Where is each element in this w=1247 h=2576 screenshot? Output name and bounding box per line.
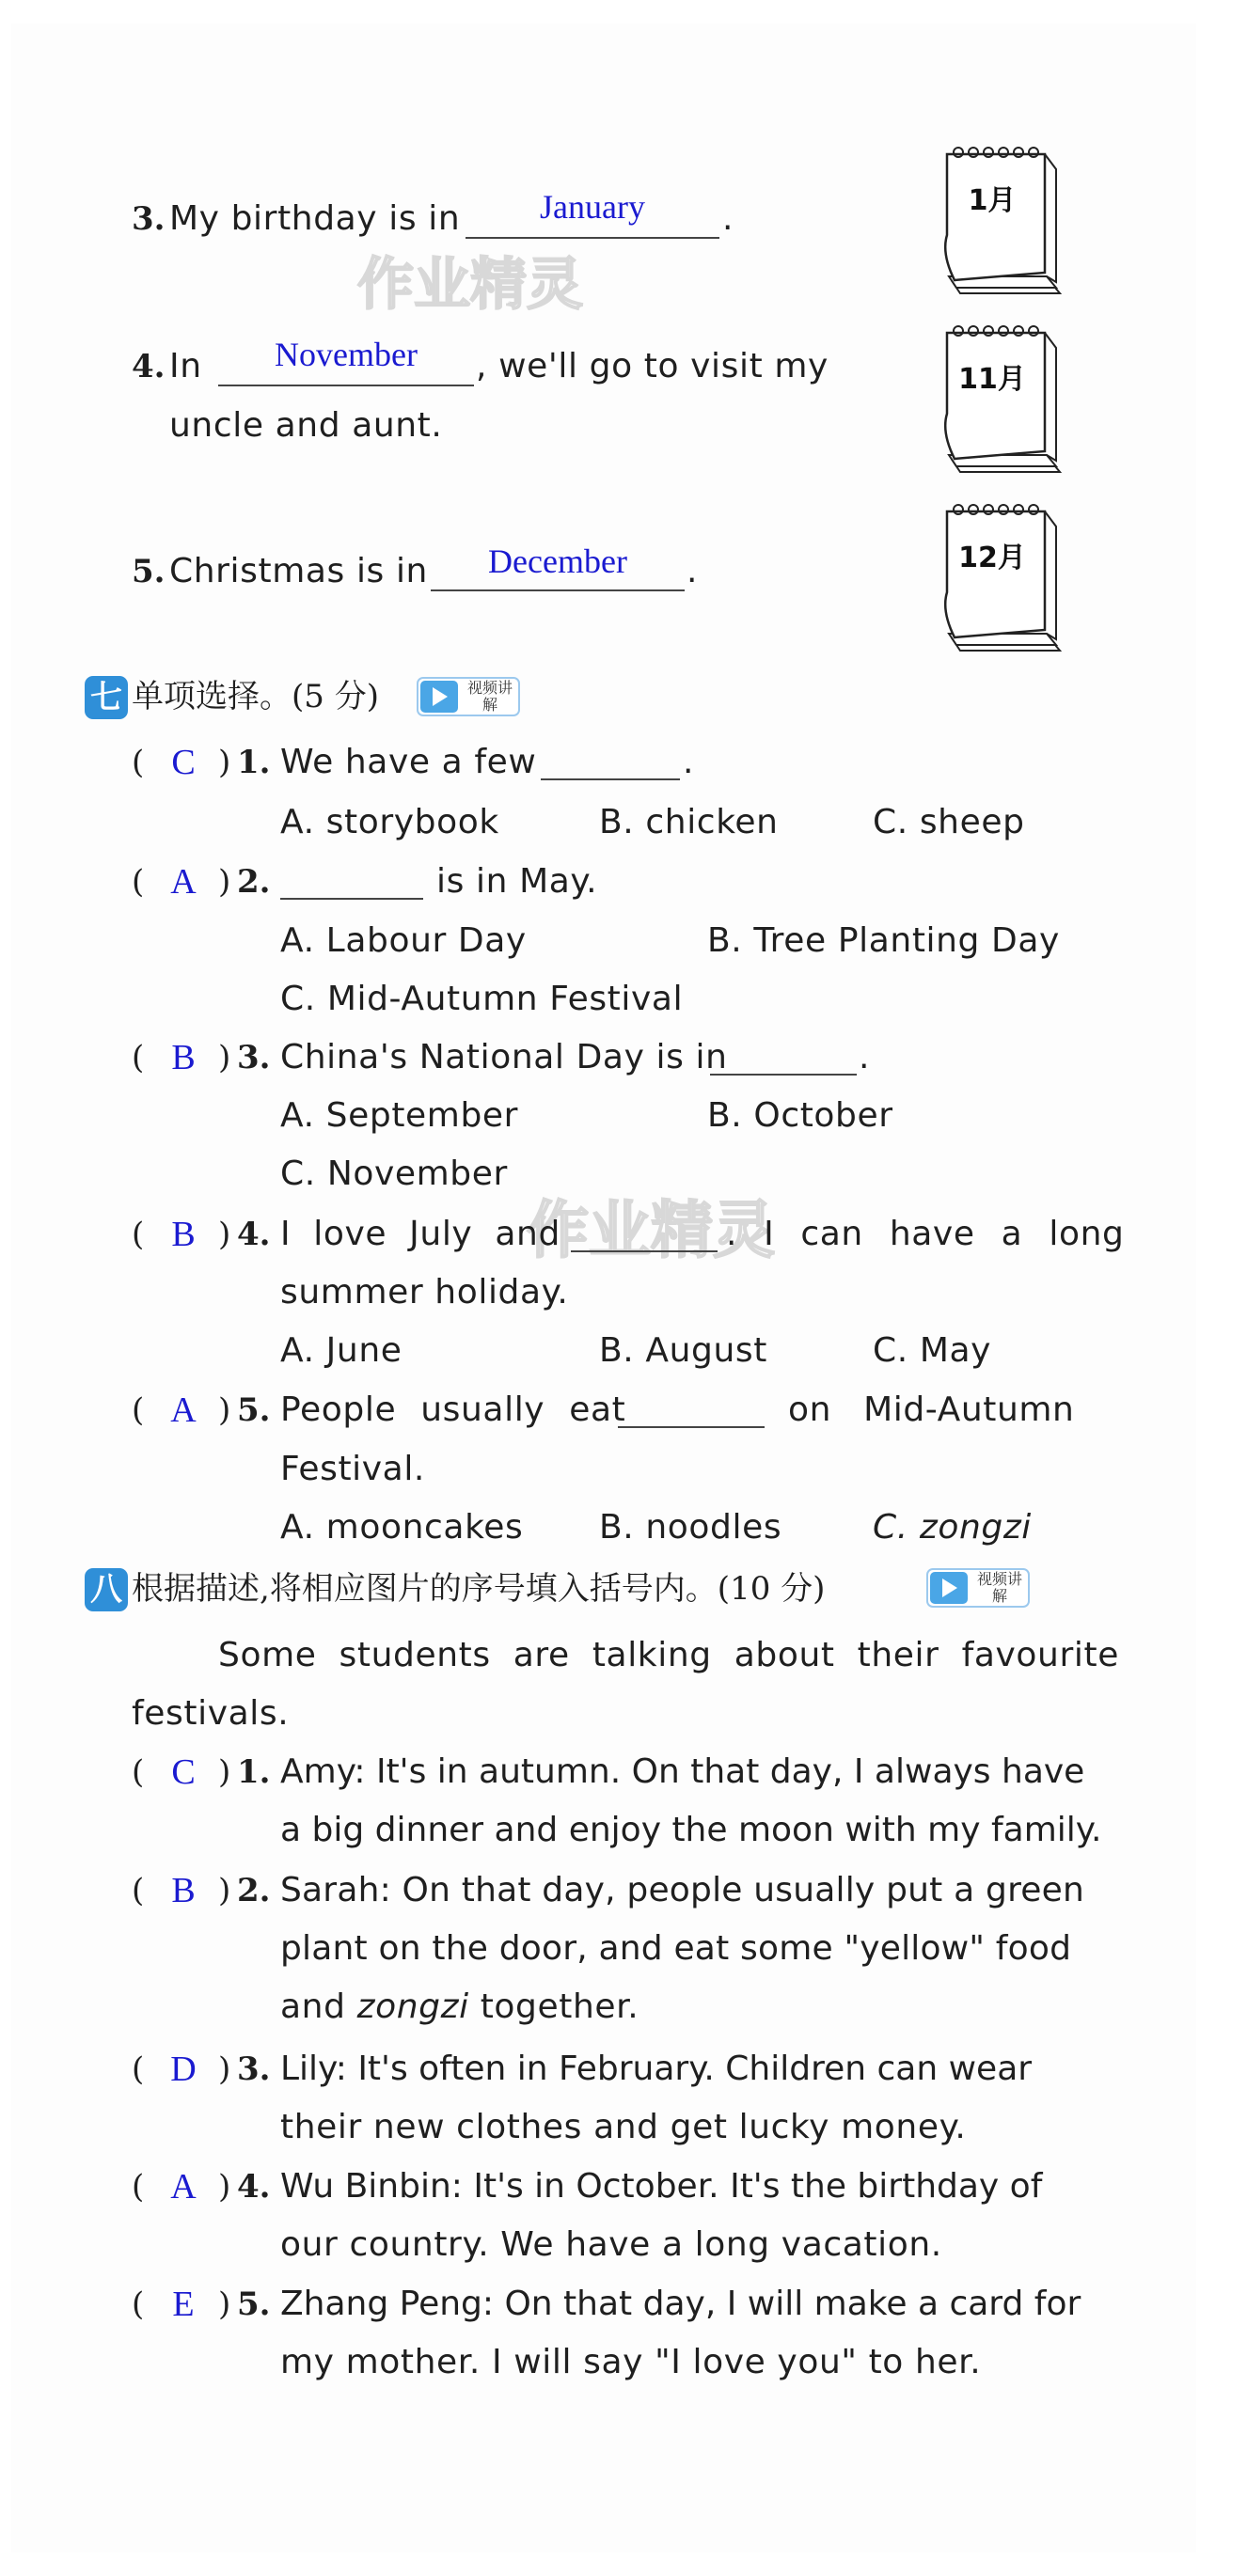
option-a: A. Labour Day: [280, 921, 527, 960]
answer-blank: [218, 385, 474, 386]
answer-blank: [431, 589, 685, 591]
section-8-intro-line2: festivals.: [132, 1694, 290, 1733]
calendar-icon: [936, 498, 1067, 658]
option-a: A. mooncakes: [280, 1508, 524, 1547]
option-c: C. Mid-Autumn Festival: [280, 980, 684, 1018]
paren-close: ): [218, 1753, 231, 1791]
paren-close: ): [218, 2050, 231, 2088]
item-line-1: Sarah: On that day, people usually put a green: [280, 1871, 1084, 1909]
item-line-2: their new clothes and get lucky money.: [280, 2108, 967, 2146]
question-stem-line2: summer holiday.: [280, 1273, 569, 1312]
line-3-start: and: [280, 1987, 346, 2026]
option-a: A. June: [280, 1331, 403, 1370]
paren-close: ): [218, 1872, 231, 1909]
answer-letter: B: [171, 1038, 196, 1077]
answer-letter: E: [172, 2285, 195, 2324]
item-line-1: Amy: It's in autumn. On that day, I always have: [280, 1752, 1085, 1791]
paren-open: (: [132, 1391, 145, 1429]
paren-close: ): [218, 1216, 231, 1253]
option-b: B. August: [599, 1331, 767, 1370]
filled-answer: January: [540, 188, 645, 226]
question-stem: China's National Day is in: [280, 1038, 728, 1076]
answer-letter: B: [171, 1871, 196, 1910]
calendar-icon: [936, 320, 1067, 479]
calendar-icon: [936, 141, 1067, 301]
item-line-1: Wu Binbin: It's in October. It's the birthday of: [280, 2167, 1043, 2206]
question-number: 4.: [237, 1216, 271, 1253]
answer-blank: [618, 1426, 765, 1428]
answer-letter: A: [170, 862, 197, 902]
question-stem-end: on Mid-Autumn: [788, 1390, 1075, 1429]
watermark: 作业精灵: [527, 1194, 775, 1266]
item-number: 4.: [132, 348, 166, 385]
paren-open: (: [132, 1872, 145, 1909]
paren-open: (: [132, 2168, 145, 2206]
answer-letter: A: [170, 1390, 197, 1430]
paren-close: ): [218, 1391, 231, 1429]
paren-close: ): [218, 744, 231, 781]
answer-blank: [710, 1074, 857, 1076]
option-a: A. September: [280, 1096, 519, 1135]
answer-blank: [466, 237, 719, 239]
item-text-line2: uncle and aunt.: [169, 406, 443, 445]
paren-open: (: [132, 2285, 145, 2323]
item-number: 3.: [237, 2050, 271, 2088]
answer-blank: [541, 778, 680, 780]
option-b: B. Tree Planting Day: [707, 921, 1060, 960]
item-text: Christmas is in: [169, 552, 428, 590]
question-number: 3.: [237, 1039, 271, 1076]
item-line-1: Zhang Peng: On that day, I will make a card for: [280, 2285, 1081, 2323]
paren-open: (: [132, 1039, 145, 1076]
item-text: In: [169, 347, 202, 385]
answer-letter: D: [170, 2050, 197, 2089]
section-badge: 七: [85, 676, 128, 719]
calendar-month: 1月: [968, 184, 1017, 217]
paren-close: ): [218, 2285, 231, 2323]
answer-blank: [280, 898, 423, 900]
answer-letter: B: [171, 1215, 196, 1254]
item-number: 1.: [237, 1753, 271, 1791]
section-title: 单项选择。(5 分): [132, 678, 379, 715]
item-number: 5.: [237, 2285, 271, 2323]
video-label: 视频讲解: [466, 679, 513, 714]
question-stem-end: .: [683, 743, 695, 781]
paren-close: ): [218, 863, 231, 901]
video-lesson-button[interactable]: [417, 677, 520, 716]
filled-answer: November: [275, 336, 418, 373]
paren-open: (: [132, 863, 145, 901]
paren-close: ): [218, 2168, 231, 2206]
option-c: C. May: [873, 1331, 992, 1370]
question-stem: People usually eat: [280, 1390, 626, 1429]
item-line-2: a big dinner and enjoy the moon with my family.: [280, 1811, 1102, 1849]
item-text-end: .: [722, 199, 734, 238]
paren-close: ): [218, 1039, 231, 1076]
video-label: 视频讲解: [976, 1570, 1022, 1605]
section-badge: 八: [85, 1568, 128, 1611]
question-stem: We have a few: [280, 743, 537, 781]
option-b: B. October: [707, 1096, 893, 1135]
option-c: C. sheep: [873, 803, 1025, 841]
paren-open: (: [132, 1753, 145, 1791]
answer-letter: A: [170, 2167, 197, 2207]
item-text-end: .: [687, 552, 699, 590]
answer-letter: C: [171, 1752, 196, 1792]
section-title: 根据描述,将相应图片的序号填入括号内。(10 分): [132, 1570, 826, 1608]
answer-letter: C: [171, 743, 196, 782]
option-b: B. chicken: [599, 803, 779, 841]
item-line-2: plant on the door, and eat some "yellow" food: [280, 1929, 1072, 1968]
line-3-italic: zongzi: [356, 1987, 469, 2026]
paren-open: (: [132, 744, 145, 781]
line-3-end: together.: [480, 1987, 639, 2026]
option-b: B. noodles: [599, 1508, 782, 1547]
item-line-3: [280, 1986, 639, 2029]
option-c: C. zongzi: [873, 1508, 1032, 1547]
video-lesson-button[interactable]: [926, 1568, 1030, 1608]
item-line-1: Lily: It's often in February. Children can wear: [280, 2050, 1033, 2088]
calendar-month: 11月: [958, 363, 1026, 396]
question-stem-end: .: [859, 1038, 871, 1076]
item-line-2: our country. We have a long vacation.: [280, 2225, 942, 2264]
paren-open: (: [132, 1216, 145, 1253]
filled-answer: December: [488, 542, 627, 580]
question-stem-line2: Festival.: [280, 1450, 425, 1488]
item-number: 2.: [237, 1872, 271, 1909]
paren-open: (: [132, 2050, 145, 2088]
question-number: 5.: [237, 1391, 271, 1429]
item-line-2: my mother. I will say "I love you" to her.: [280, 2343, 982, 2381]
option-a: A. storybook: [280, 803, 499, 841]
question-stem-end: is in May.: [436, 862, 598, 901]
item-number: 4.: [237, 2168, 271, 2206]
item-text: My birthday is in: [169, 199, 461, 238]
calendar-month: 12月: [958, 542, 1026, 574]
item-number: 3.: [132, 200, 166, 238]
item-number: 5.: [132, 553, 166, 590]
question-stem: I love July and: [280, 1215, 560, 1253]
watermark: 作业精灵: [357, 252, 583, 318]
item-text-end: , we'll go to visit my: [476, 347, 829, 385]
option-c: C. November: [280, 1154, 508, 1193]
section-8-intro: Some students are talking about their favourite: [218, 1636, 1119, 1674]
question-number: 1.: [237, 744, 271, 781]
answer-blank: [571, 1250, 718, 1252]
question-stem-end: . I can have a long: [726, 1215, 1125, 1253]
question-number: 2.: [237, 863, 271, 901]
